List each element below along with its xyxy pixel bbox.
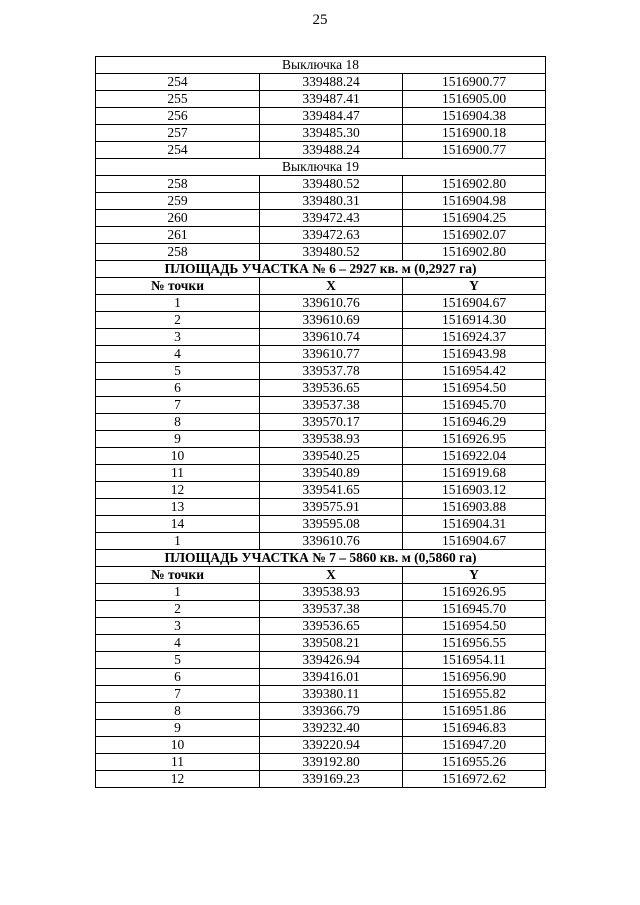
point-number-cell: 7 (96, 686, 260, 703)
point-number-cell: 9 (96, 720, 260, 737)
table-row (96, 652, 546, 669)
y-coordinate-cell: 1516954.11 (403, 652, 546, 669)
table-row (96, 703, 546, 720)
x-coordinate-cell: 339487.41 (260, 91, 403, 108)
x-coordinate-cell: 339595.08 (260, 516, 403, 533)
x-coordinate-cell: 339472.43 (260, 210, 403, 227)
table-row (96, 601, 546, 618)
y-coordinate-cell: 1516956.55 (403, 635, 546, 652)
point-number-cell: 1 (96, 533, 260, 550)
table-row (96, 737, 546, 754)
x-coordinate-cell: 339169.23 (260, 771, 403, 788)
area-title-row (96, 550, 546, 567)
section-title-row (96, 159, 546, 176)
point-number-cell: 7 (96, 397, 260, 414)
table-row (96, 618, 546, 635)
table-row (96, 108, 546, 125)
x-coordinate-cell: 339232.40 (260, 720, 403, 737)
x-coordinate-cell: 339488.24 (260, 142, 403, 159)
x-coordinate-cell: 339537.38 (260, 601, 403, 618)
point-number-cell: 254 (96, 142, 260, 159)
y-coordinate-cell: 1516904.31 (403, 516, 546, 533)
y-coordinate-cell: 1516900.77 (403, 142, 546, 159)
point-number-cell: 4 (96, 635, 260, 652)
x-coordinate-cell: 339480.31 (260, 193, 403, 210)
header-point-number: № точки (96, 567, 260, 584)
table-row (96, 380, 546, 397)
table-row (96, 686, 546, 703)
point-number-cell: 2 (96, 601, 260, 618)
x-coordinate-cell: 339220.94 (260, 737, 403, 754)
section-title: Выключка 19 (96, 159, 546, 176)
y-coordinate-cell: 1516919.68 (403, 465, 546, 482)
point-number-cell: 8 (96, 703, 260, 720)
point-number-cell: 5 (96, 652, 260, 669)
table-row (96, 244, 546, 261)
y-coordinate-cell: 1516945.70 (403, 397, 546, 414)
header-x: X (260, 278, 403, 295)
x-coordinate-cell: 339480.52 (260, 244, 403, 261)
x-coordinate-cell: 339416.01 (260, 669, 403, 686)
table-row (96, 414, 546, 431)
point-number-cell: 258 (96, 176, 260, 193)
y-coordinate-cell: 1516905.00 (403, 91, 546, 108)
y-coordinate-cell: 1516954.50 (403, 618, 546, 635)
x-coordinate-cell: 339538.93 (260, 431, 403, 448)
point-number-cell: 3 (96, 618, 260, 635)
x-coordinate-cell: 339537.38 (260, 397, 403, 414)
point-number-cell: 3 (96, 329, 260, 346)
table-row (96, 176, 546, 193)
point-number-cell: 10 (96, 448, 260, 465)
point-number-cell: 8 (96, 414, 260, 431)
x-coordinate-cell: 339570.17 (260, 414, 403, 431)
table-row (96, 482, 546, 499)
section-title-row (96, 57, 546, 74)
x-coordinate-cell: 339192.80 (260, 754, 403, 771)
section-title: Выключка 18 (96, 57, 546, 74)
y-coordinate-cell: 1516951.86 (403, 703, 546, 720)
table-row (96, 499, 546, 516)
table-row (96, 448, 546, 465)
point-number-cell: 13 (96, 499, 260, 516)
y-coordinate-cell: 1516926.95 (403, 584, 546, 601)
y-coordinate-cell: 1516947.20 (403, 737, 546, 754)
table-row (96, 91, 546, 108)
y-coordinate-cell: 1516904.67 (403, 295, 546, 312)
y-coordinate-cell: 1516956.90 (403, 669, 546, 686)
table-row (96, 312, 546, 329)
y-coordinate-cell: 1516904.25 (403, 210, 546, 227)
header-row (96, 278, 546, 295)
point-number-cell: 10 (96, 737, 260, 754)
x-coordinate-cell: 339485.30 (260, 125, 403, 142)
point-number-cell: 6 (96, 380, 260, 397)
table-row (96, 669, 546, 686)
x-coordinate-cell: 339426.94 (260, 652, 403, 669)
x-coordinate-cell: 339610.69 (260, 312, 403, 329)
point-number-cell: 260 (96, 210, 260, 227)
x-coordinate-cell: 339538.93 (260, 584, 403, 601)
table-row (96, 210, 546, 227)
x-coordinate-cell: 339488.24 (260, 74, 403, 91)
point-number-cell: 14 (96, 516, 260, 533)
point-number-cell: 4 (96, 346, 260, 363)
y-coordinate-cell: 1516955.82 (403, 686, 546, 703)
table-row (96, 363, 546, 380)
header-x: X (260, 567, 403, 584)
point-number-cell: 12 (96, 771, 260, 788)
x-coordinate-cell: 339484.47 (260, 108, 403, 125)
table-row (96, 74, 546, 91)
x-coordinate-cell: 339380.11 (260, 686, 403, 703)
coordinates-table (95, 56, 546, 788)
x-coordinate-cell: 339575.91 (260, 499, 403, 516)
point-number-cell: 254 (96, 74, 260, 91)
table-row (96, 397, 546, 414)
table-row (96, 533, 546, 550)
table-row (96, 295, 546, 312)
y-coordinate-cell: 1516903.12 (403, 482, 546, 499)
y-coordinate-cell: 1516924.37 (403, 329, 546, 346)
header-y: Y (403, 567, 546, 584)
x-coordinate-cell: 339366.79 (260, 703, 403, 720)
y-coordinate-cell: 1516954.50 (403, 380, 546, 397)
x-coordinate-cell: 339537.78 (260, 363, 403, 380)
table-row (96, 720, 546, 737)
y-coordinate-cell: 1516904.98 (403, 193, 546, 210)
table-row (96, 431, 546, 448)
y-coordinate-cell: 1516903.88 (403, 499, 546, 516)
point-number-cell: 9 (96, 431, 260, 448)
point-number-cell: 11 (96, 754, 260, 771)
y-coordinate-cell: 1516955.26 (403, 754, 546, 771)
point-number-cell: 1 (96, 295, 260, 312)
table-row (96, 771, 546, 788)
y-coordinate-cell: 1516943.98 (403, 346, 546, 363)
table-row (96, 227, 546, 244)
x-coordinate-cell: 339472.63 (260, 227, 403, 244)
table-row (96, 754, 546, 771)
table-row (96, 516, 546, 533)
y-coordinate-cell: 1516954.42 (403, 363, 546, 380)
x-coordinate-cell: 339610.76 (260, 533, 403, 550)
point-number-cell: 259 (96, 193, 260, 210)
y-coordinate-cell: 1516946.29 (403, 414, 546, 431)
point-number-cell: 6 (96, 669, 260, 686)
table-row (96, 125, 546, 142)
x-coordinate-cell: 339540.25 (260, 448, 403, 465)
table-row (96, 584, 546, 601)
x-coordinate-cell: 339536.65 (260, 380, 403, 397)
y-coordinate-cell: 1516902.07 (403, 227, 546, 244)
y-coordinate-cell: 1516904.67 (403, 533, 546, 550)
point-number-cell: 255 (96, 91, 260, 108)
x-coordinate-cell: 339610.74 (260, 329, 403, 346)
table-row (96, 465, 546, 482)
area-title: ПЛОЩАДЬ УЧАСТКА № 7 – 5860 кв. м (0,5860 га) (96, 550, 546, 567)
y-coordinate-cell: 1516900.77 (403, 74, 546, 91)
y-coordinate-cell: 1516922.04 (403, 448, 546, 465)
table-row (96, 329, 546, 346)
header-point-number: № точки (96, 278, 260, 295)
point-number-cell: 256 (96, 108, 260, 125)
x-coordinate-cell: 339610.77 (260, 346, 403, 363)
point-number-cell: 258 (96, 244, 260, 261)
y-coordinate-cell: 1516902.80 (403, 244, 546, 261)
area-title-row (96, 261, 546, 278)
x-coordinate-cell: 339508.21 (260, 635, 403, 652)
header-y: Y (403, 278, 546, 295)
point-number-cell: 2 (96, 312, 260, 329)
y-coordinate-cell: 1516914.30 (403, 312, 546, 329)
point-number-cell: 5 (96, 363, 260, 380)
table-row (96, 346, 546, 363)
table-row (96, 193, 546, 210)
y-coordinate-cell: 1516946.83 (403, 720, 546, 737)
table-row (96, 142, 546, 159)
point-number-cell: 11 (96, 465, 260, 482)
y-coordinate-cell: 1516926.95 (403, 431, 546, 448)
point-number-cell: 12 (96, 482, 260, 499)
y-coordinate-cell: 1516945.70 (403, 601, 546, 618)
y-coordinate-cell: 1516902.80 (403, 176, 546, 193)
area-title: ПЛОЩАДЬ УЧАСТКА № 6 – 2927 кв. м (0,2927 га) (96, 261, 546, 278)
point-number-cell: 257 (96, 125, 260, 142)
coordinates-table-body (96, 57, 546, 788)
point-number-cell: 261 (96, 227, 260, 244)
y-coordinate-cell: 1516972.62 (403, 771, 546, 788)
y-coordinate-cell: 1516900.18 (403, 125, 546, 142)
x-coordinate-cell: 339610.76 (260, 295, 403, 312)
page-number: 25 (312, 12, 328, 28)
x-coordinate-cell: 339541.65 (260, 482, 403, 499)
header-row (96, 567, 546, 584)
table-row (96, 635, 546, 652)
x-coordinate-cell: 339536.65 (260, 618, 403, 635)
point-number-cell: 1 (96, 584, 260, 601)
y-coordinate-cell: 1516904.38 (403, 108, 546, 125)
x-coordinate-cell: 339540.89 (260, 465, 403, 482)
x-coordinate-cell: 339480.52 (260, 176, 403, 193)
